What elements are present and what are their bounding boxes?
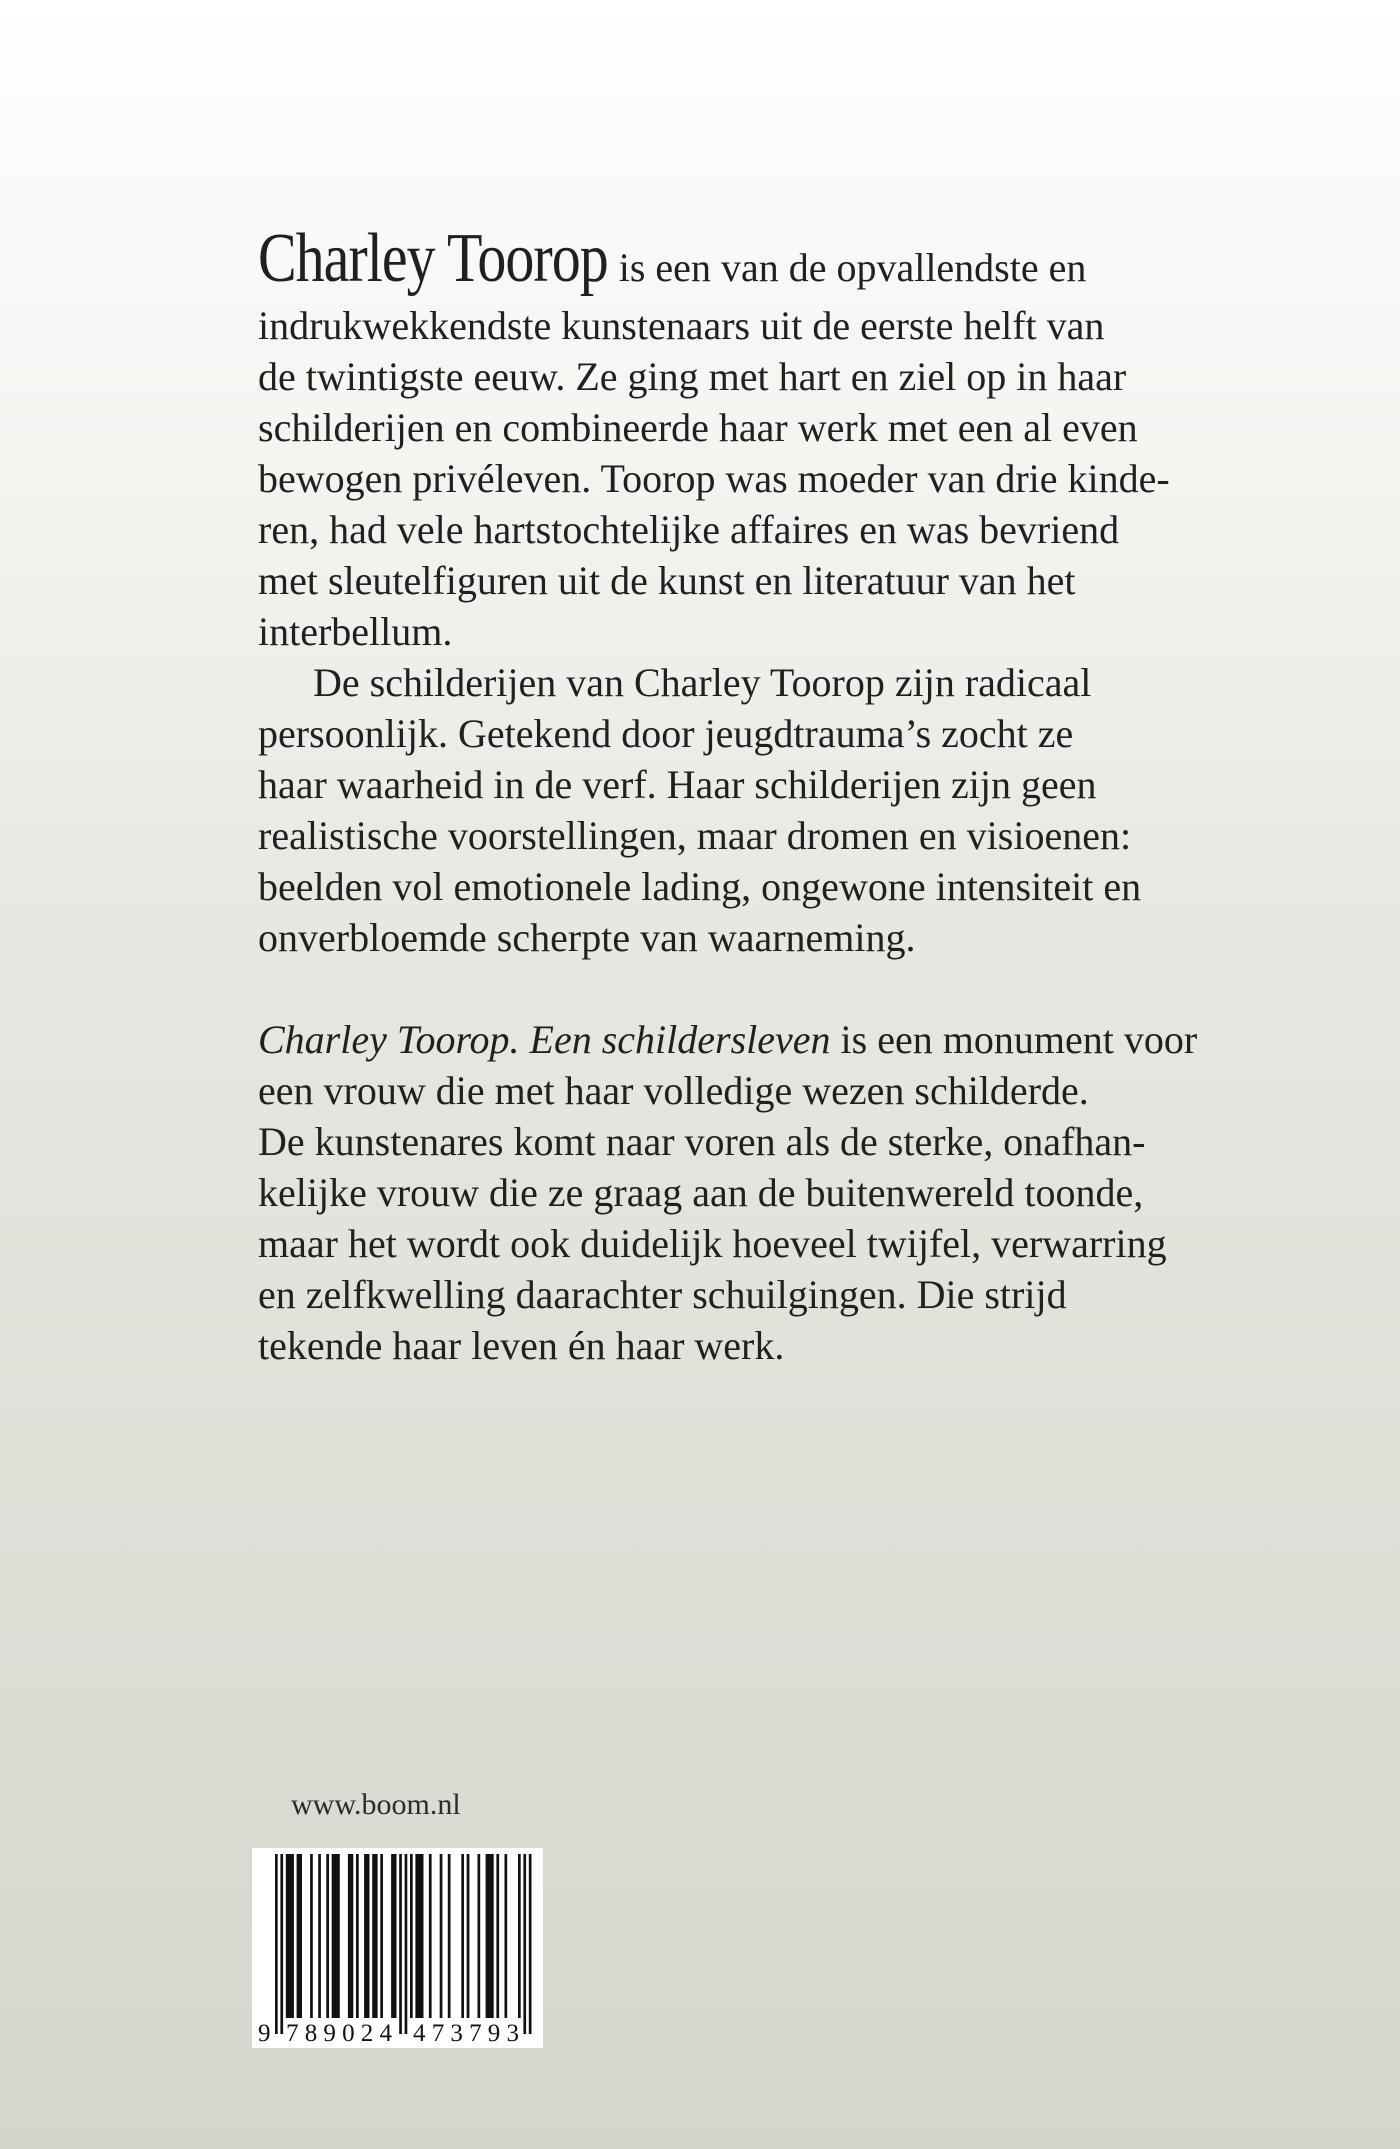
barcode-bar	[380, 1854, 383, 2018]
blurb-line	[258, 218, 1258, 300]
blurb-line: De schilderijen van Charley Toorop zijn radicaal	[313, 660, 1092, 705]
barcode-guard-bar	[280, 1854, 283, 2034]
blurb-line: schilderijen en combineerde haar werk met een al even	[258, 405, 1138, 450]
barcode-bar	[326, 1854, 329, 2018]
barcode-bar	[364, 1854, 369, 2018]
barcode-guard-bar	[523, 1854, 526, 2034]
barcode-graphic	[252, 1848, 543, 2048]
barcode-bar	[478, 1854, 481, 2018]
barcode-bar	[415, 1854, 423, 2018]
barcode-left-digits: 789024	[286, 2020, 392, 2047]
barcode-bar	[518, 1854, 521, 2018]
blurb-paragraph-1	[258, 218, 1258, 657]
blurb-paragraph-2	[258, 657, 1258, 963]
blurb-line: maar het wordt ook duidelijk hoeveel twijfel, verwarring	[258, 1221, 1167, 1266]
barcode-bar	[496, 1854, 499, 2018]
blurb-line: interbellum.	[258, 609, 453, 654]
barcode-bar	[505, 1854, 508, 2018]
barcode-bar	[310, 1854, 313, 2018]
barcode-bar	[356, 1854, 359, 2018]
book-title-italic: Charley Toorop. Een schildersleven	[258, 1017, 831, 1062]
blurb-line: onverbloemde scherpte van waarneming.	[258, 915, 916, 960]
barcode-guard-bar	[529, 1854, 532, 2034]
blurb-line: ren, had vele hartstochtelijke affaires en was bevriend	[258, 507, 1120, 552]
barcode-bar	[448, 1854, 451, 2018]
barcode-bar	[440, 1854, 443, 2018]
blurb-line-text: is een monument voor	[840, 1017, 1198, 1062]
barcode-bar	[297, 1854, 302, 2018]
barcode-bar	[410, 1854, 413, 2018]
barcode-bar	[429, 1854, 432, 2018]
barcode-bar	[486, 1854, 494, 2018]
author-name-lead: Charley Toorop	[258, 218, 608, 297]
blurb-line: tekende haar leven én haar werk.	[258, 1323, 785, 1368]
barcode-guard-bar	[405, 1854, 408, 2034]
barcode-bar	[467, 1854, 470, 2018]
blurb-line: de twintigste eeuw. Ze ging met hart en ziel op in haar	[258, 354, 1127, 399]
paragraph-spacer	[258, 963, 1258, 1014]
blurb-line: met sleutelfiguren uit de kunst en literatuur van het	[258, 558, 1076, 603]
blurb-line: indrukwekkendste kunstenaars uit de eerste helft van	[258, 303, 1105, 348]
blurb-line: en zelfkwelling daarachter schuilgingen. Die strijd	[258, 1272, 1067, 1317]
blurb-line: bewogen privéleven. Toorop was moeder van drie kinde-	[258, 456, 1170, 501]
barcode-bar	[348, 1854, 353, 2018]
blurb-paragraph-3	[258, 1014, 1258, 1371]
blurb-line	[258, 1014, 1258, 1065]
barcode-bar	[286, 1854, 294, 2018]
blurb-line-text: is een van de opvallendste en	[618, 245, 1087, 290]
barcode-right-digits: 473793	[413, 2020, 519, 2047]
barcode-guard-bar	[399, 1854, 402, 2034]
blurb-line: realistische voorstellingen, maar dromen en visioenen:	[258, 813, 1132, 858]
barcode-bar	[461, 1854, 464, 2018]
barcode-bar	[318, 1854, 321, 2018]
blurb-line: beelden vol emotionele lading, ongewone intensiteit en	[258, 864, 1142, 909]
publisher-website: www.boom.nl	[291, 1788, 461, 1821]
barcode-lead-digit: 9	[258, 2020, 271, 2047]
blurb-line: haar waarheid in de verf. Haar schilderijen zijn geen	[258, 762, 1097, 807]
barcode-bar	[332, 1854, 340, 2018]
blurb-line: De kunstenares komt naar voren als de sterke, onafhan-	[258, 1119, 1146, 1164]
blurb-line: een vrouw die met haar volledige wezen schilderde.	[258, 1068, 1089, 1113]
isbn-barcode	[252, 1848, 543, 2048]
barcode-bar	[372, 1854, 377, 2018]
barcode-bar	[391, 1854, 396, 2018]
blurb-line: persoonlijk. Getekend door jeugdtrauma’s zocht ze	[258, 711, 1074, 756]
barcode-bars	[275, 1854, 532, 2034]
blurb-line: kelijke vrouw die ze graag aan de buitenwereld toonde,	[258, 1170, 1144, 1215]
barcode-guard-bar	[275, 1854, 278, 2034]
blurb	[258, 218, 1258, 1371]
